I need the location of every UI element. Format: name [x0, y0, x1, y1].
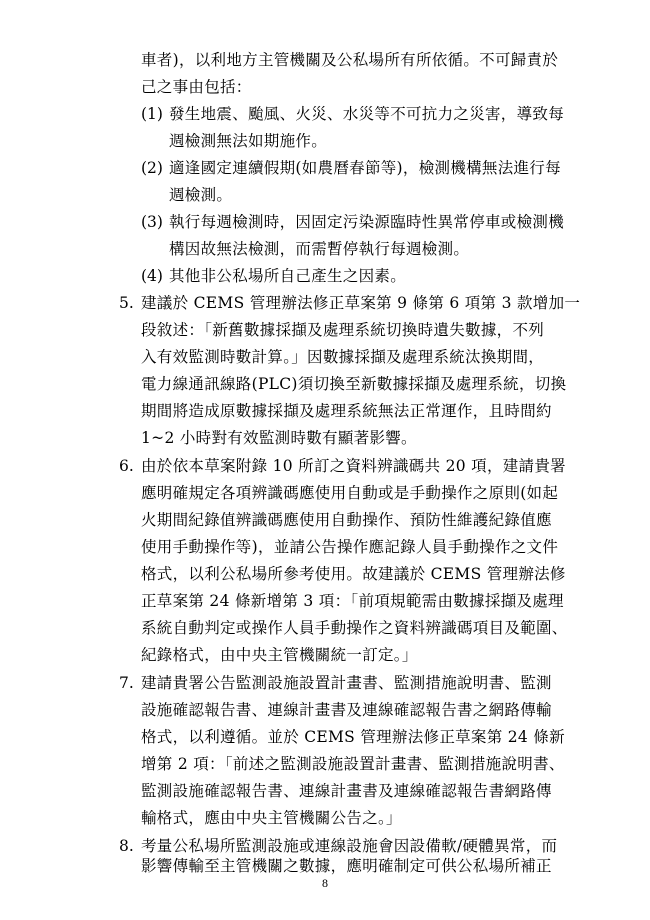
item-line: 1~2 小時對有效監測時數有顯著影響。	[141, 429, 417, 447]
item-line: 影響傳輸至主管機關之數據，應明確制定可供公私場所補正	[141, 857, 552, 875]
sub-item-number: (2)	[141, 159, 163, 177]
item-line: 格式，以利公私場所參考使用。故建議於 CEMS 管理辦法修	[141, 565, 566, 583]
item-line: 建請貴署公告監測設施設置計畫書、監測措施說明書、監測	[141, 674, 552, 692]
sub-item-line: 週檢測無法如期施作。	[169, 132, 328, 150]
item-line: 監測設施確認報告書、連線計畫書及連線確認報告書網路傳	[141, 782, 552, 800]
item-line: 入有效監測時數計算。」因數據採擷及處理系統汰換期間，	[141, 348, 545, 366]
sub-item-number: (1)	[141, 105, 163, 123]
sub-item-line: 適逢國定連續假期(如農曆春節等)，檢測機構無法進行每	[169, 159, 561, 177]
item-line: 火期間紀錄值辨識碼應使用自動操作、預防性維護紀錄值應	[141, 511, 552, 529]
sub-item-number: (4)	[141, 267, 163, 285]
item-line: 系統自動判定或操作人員手動操作之資料辨識碼項目及範圍、	[141, 619, 568, 637]
item-line: 設施確認報告書、連線計畫書及連線確認報告書之網路傳輸	[141, 701, 552, 719]
item-line: 建議於 CEMS 管理辦法修正草案第 9 條第 6 項第 3 款增加一	[141, 294, 581, 312]
item-line: 應明確規定各項辨識碼應使用自動或是手動操作之原則(如起	[141, 484, 559, 502]
item-line: 考量公私場所監測設施或連線設施會因設備軟/硬體異常，而	[141, 837, 558, 855]
item-line: 段敘述：「新舊數據採擷及處理系統切換時遺失數據，不列	[141, 321, 545, 339]
item-number: 6.	[119, 457, 134, 475]
item-line: 使用手動操作等)，並請公告操作應記錄人員手動操作之文件	[141, 538, 559, 556]
item-line: 紀錄格式，由中央主管機關統一訂定。」	[141, 646, 418, 664]
sub-item-line: 發生地震、颱風、火災、水災等不可抗力之災害，導致每	[169, 105, 565, 123]
item-line: 格式，以利遵循。並於 CEMS 管理辦法修正草案第 24 條新	[141, 728, 565, 746]
item-line: 電力線通訊線路(PLC)須切換至新數據採擷及處理系統，切換	[141, 375, 567, 393]
sub-item-line: 其他非公私場所自己產生之因素。	[169, 267, 407, 285]
item-number: 5.	[119, 294, 134, 312]
sub-item-line: 執行每週檢測時，因固定污染源臨時性異常停車或檢測機	[169, 213, 565, 231]
item-number: 7.	[119, 674, 134, 692]
paragraph-line: 己之事由包括：	[141, 78, 252, 96]
sub-item-line: 週檢測。	[169, 186, 233, 204]
item-number: 8.	[119, 837, 134, 855]
sub-item-number: (3)	[141, 213, 163, 231]
paragraph-line: 車者)，以利地方主管機關及公私場所有所依循。不可歸責於	[141, 51, 559, 69]
item-line: 輸格式，應由中央主管機關公告之。」	[141, 809, 402, 827]
item-line: 增第 2 項：「前述之監測設施設置計畫書、監測措施說明書、	[141, 755, 565, 773]
item-line: 正草案第 24 條新增第 3 項：「前項規範需由數據採擷及處理	[141, 592, 564, 610]
sub-item-line: 構因故無法檢測，而需暫停執行每週檢測。	[169, 240, 470, 258]
item-line: 由於依本草案附錄 10 所訂之資料辨識碼共 20 項，建請貴署	[141, 457, 566, 475]
item-line: 期間將造成原數據採擷及處理系統無法正常運作，且時間約	[141, 402, 552, 420]
page-number: 8	[322, 876, 328, 890]
